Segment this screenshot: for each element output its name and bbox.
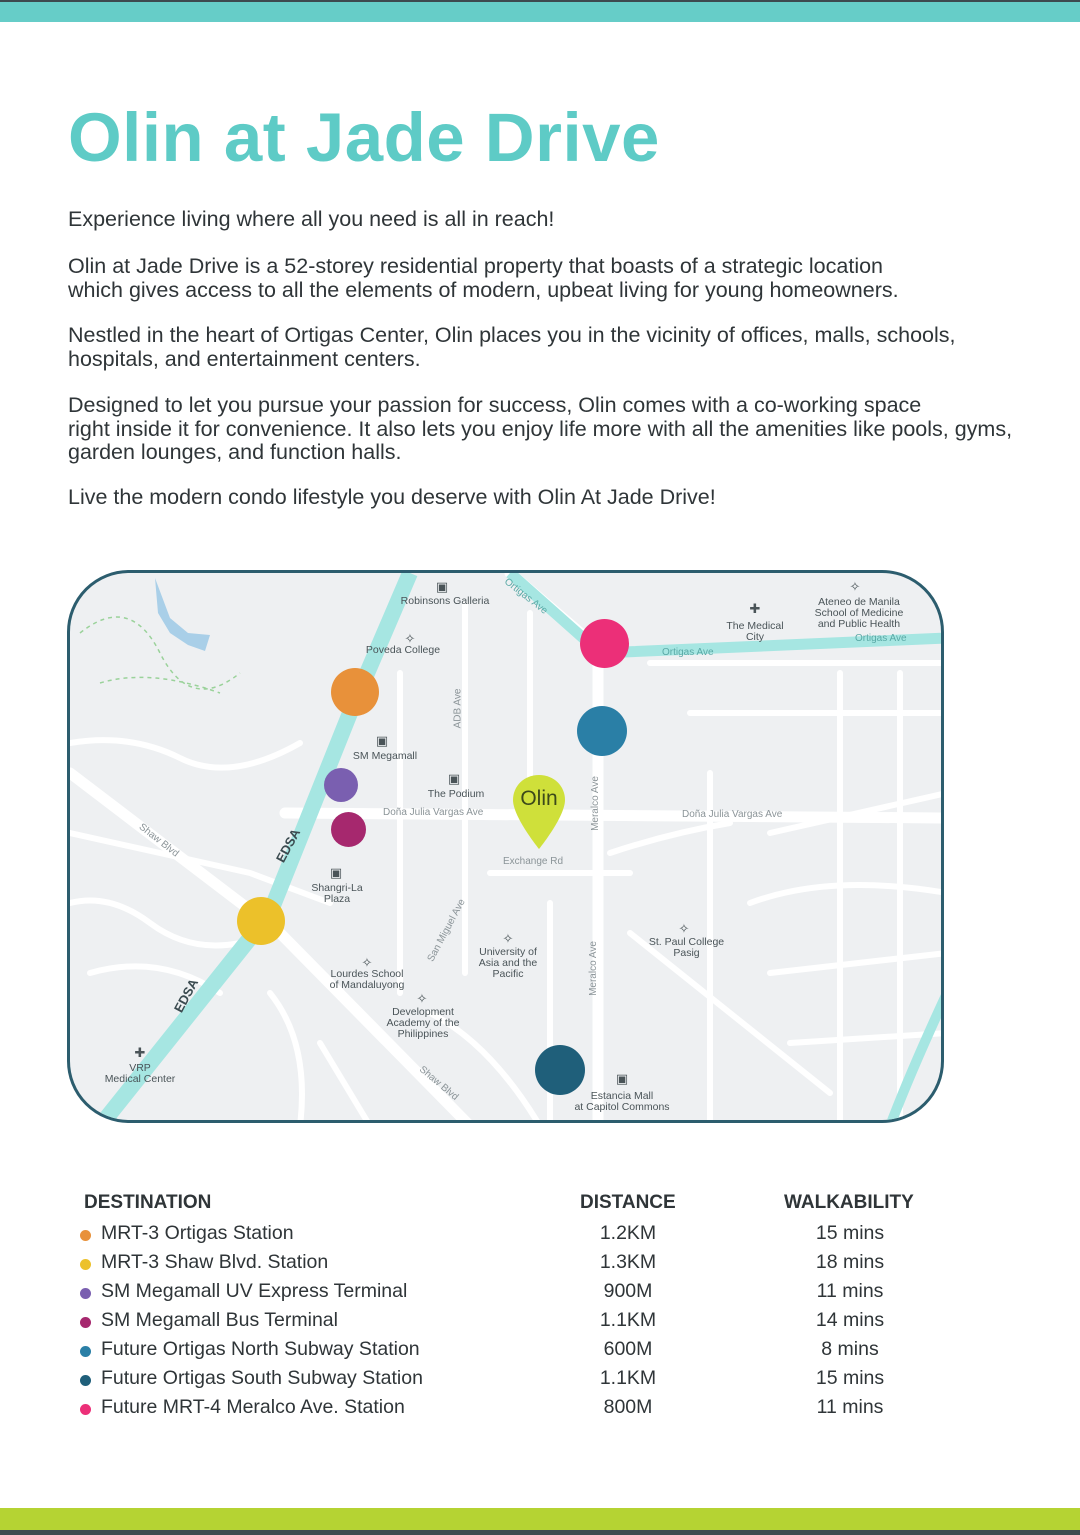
road-label-san-miguel: San Miguel Ave (425, 897, 468, 964)
mall-icon: ▣ (329, 865, 343, 880)
distance-value: 900M (603, 1280, 653, 1302)
road-label-meralco-2: Meralco Ave (587, 941, 599, 996)
distance-value: 1.1KM (599, 1367, 657, 1389)
walk-time: 11 mins (816, 1280, 884, 1302)
destination-name: SM Megamall Bus Terminal (101, 1309, 338, 1331)
school-icon: ✧ (404, 631, 416, 646)
place-development-academy: Development Academy of the Philippines (386, 1006, 460, 1040)
place-shangri-la-plaza: Shangri-La Plaza (311, 882, 363, 905)
bullet-icon (80, 1230, 91, 1241)
location-pin-icon (511, 773, 567, 851)
road-label-exchange: Exchange Rd (503, 856, 564, 867)
school-icon: ✧ (849, 579, 861, 594)
road-label-edsa-1: EDSA (272, 826, 304, 865)
destination-name: Future Ortigas South Subway Station (101, 1367, 423, 1389)
place-university-of-asia: University of Asia and the Pacific (478, 946, 538, 980)
marker-mrt3-ortigas (331, 668, 379, 716)
walk-time: 11 mins (816, 1396, 884, 1418)
page-title: Olin at Jade Drive (68, 99, 660, 176)
school-icon: ✧ (361, 955, 373, 970)
bullet-icon (80, 1404, 91, 1415)
place-estancia-mall: Estancia Mall at Capitol Commons (574, 1090, 670, 1113)
header-distance: DISTANCE (580, 1192, 676, 1213)
destination-name: Future Ortigas North Subway Station (101, 1338, 420, 1360)
table-row (0, 1367, 1080, 1396)
road-label-ortigas-1: Ortigas Ave (662, 647, 714, 658)
table-row (0, 1222, 1080, 1251)
marker-ortigas-north-subway (577, 706, 627, 756)
header-destination: DESTINATION (84, 1192, 212, 1213)
road-label-ortigas-diagonal: Ortigas Ave (502, 576, 550, 617)
map-roads (70, 573, 944, 1123)
table-row (0, 1338, 1080, 1367)
place-ateneo-medicine: Ateneo de Manila School of Medicine and Public Health (814, 596, 904, 630)
hospital-icon: ✚ (134, 1045, 146, 1060)
location-paragraph: Nestled in the heart of Ortigas Center, Olin places you in the vicinity of offices, malls, schools, hospitals, and entertainment centers. (68, 323, 956, 371)
bottom-accent-bar (0, 1508, 1080, 1535)
intro-paragraph: Experience living where all you need is all in reach! (68, 207, 555, 231)
place-poveda-college: Poveda College (365, 644, 441, 656)
marker-megamall-uv-express (324, 768, 358, 802)
top-accent-bar (0, 0, 1080, 22)
walk-time: 14 mins (815, 1309, 885, 1331)
destination-name: MRT-3 Ortigas Station (101, 1222, 294, 1244)
distance-value: 1.3KM (599, 1251, 657, 1273)
walk-time: 15 mins (815, 1367, 885, 1389)
place-the-medical-city: The Medical City (726, 620, 784, 643)
marker-mrt3-shaw (237, 897, 285, 945)
header-walkability: WALKABILITY (784, 1192, 914, 1213)
amenities-paragraph: Designed to let you pursue your passion for success, Olin comes with a co-working space right inside it for convenience. It also lets you enjoy life more with all the amenities like pools, gyms, garden lounges, and function halls. (68, 393, 1013, 464)
table-row (0, 1396, 1080, 1425)
road-label-ortigas-2: Ortigas Ave (855, 633, 907, 644)
place-st-paul-college: St. Paul College Pasig (648, 936, 725, 959)
road-label-shaw-1: Shaw Blvd (136, 821, 181, 860)
school-icon: ✧ (678, 921, 690, 936)
marker-megamall-bus-terminal (331, 812, 366, 847)
closing-paragraph: Live the modern condo lifestyle you deserve with Olin At Jade Drive! (68, 485, 716, 509)
table-row (0, 1280, 1080, 1309)
school-icon: ✧ (502, 931, 514, 946)
destination-name: Future MRT-4 Meralco Ave. Station (101, 1396, 405, 1418)
road-label-adb: ADB Ave (452, 688, 464, 729)
place-sm-megamall: SM Megamall (352, 750, 418, 762)
description-paragraph: Olin at Jade Drive is a 52-storey residential property that boasts of a strategic location which gives access to all the elements of modern, upbeat living for young homeowners. (68, 254, 899, 302)
marker-ortigas-south-subway (535, 1045, 585, 1095)
place-the-podium: The Podium (427, 788, 485, 800)
school-icon: ✧ (416, 991, 428, 1006)
road-label-meralco-1: Meralco Ave (589, 776, 601, 831)
bullet-icon (80, 1259, 91, 1270)
bullet-icon (80, 1317, 91, 1328)
mall-icon: ▣ (375, 733, 389, 748)
destination-name: SM Megamall UV Express Terminal (101, 1280, 408, 1302)
bullet-icon (80, 1288, 91, 1299)
destination-name: MRT-3 Shaw Blvd. Station (101, 1251, 329, 1273)
distance-value: 1.2KM (599, 1222, 657, 1244)
mall-icon: ▣ (435, 579, 449, 594)
place-vrp-medical-center: VRP Medical Center (104, 1062, 176, 1085)
mall-icon: ▣ (447, 771, 461, 786)
walk-time: 18 mins (815, 1251, 885, 1273)
bullet-icon (80, 1375, 91, 1386)
table-row (0, 1309, 1080, 1338)
hospital-icon: ✚ (749, 601, 761, 616)
mall-icon: ▣ (615, 1071, 629, 1086)
road-label-shaw-2: Shaw Blvd (416, 1064, 461, 1103)
park-trail (80, 617, 240, 693)
walk-time: 15 mins (815, 1222, 885, 1244)
road-label-edsa-2: EDSA (170, 976, 202, 1015)
place-robinsons-galleria: Robinsons Galleria (400, 595, 490, 607)
creek-water (155, 578, 210, 651)
location-map (67, 570, 944, 1123)
distance-value: 800M (603, 1396, 653, 1418)
table-row (0, 1251, 1080, 1280)
road-label-dona-julia-2: Doña Julia Vargas Ave (682, 809, 783, 820)
road-label-dona-julia-1: Doña Julia Vargas Ave (383, 807, 484, 818)
marker-mrt4-meralco (580, 619, 629, 668)
place-lourdes-school: Lourdes School of Mandaluyong (329, 968, 405, 991)
distance-value: 1.1KM (599, 1309, 657, 1331)
walk-time: 8 mins (821, 1338, 879, 1360)
distance-value: 600M (603, 1338, 653, 1360)
bullet-icon (80, 1346, 91, 1357)
olin-pin-label: Olin (520, 787, 558, 810)
